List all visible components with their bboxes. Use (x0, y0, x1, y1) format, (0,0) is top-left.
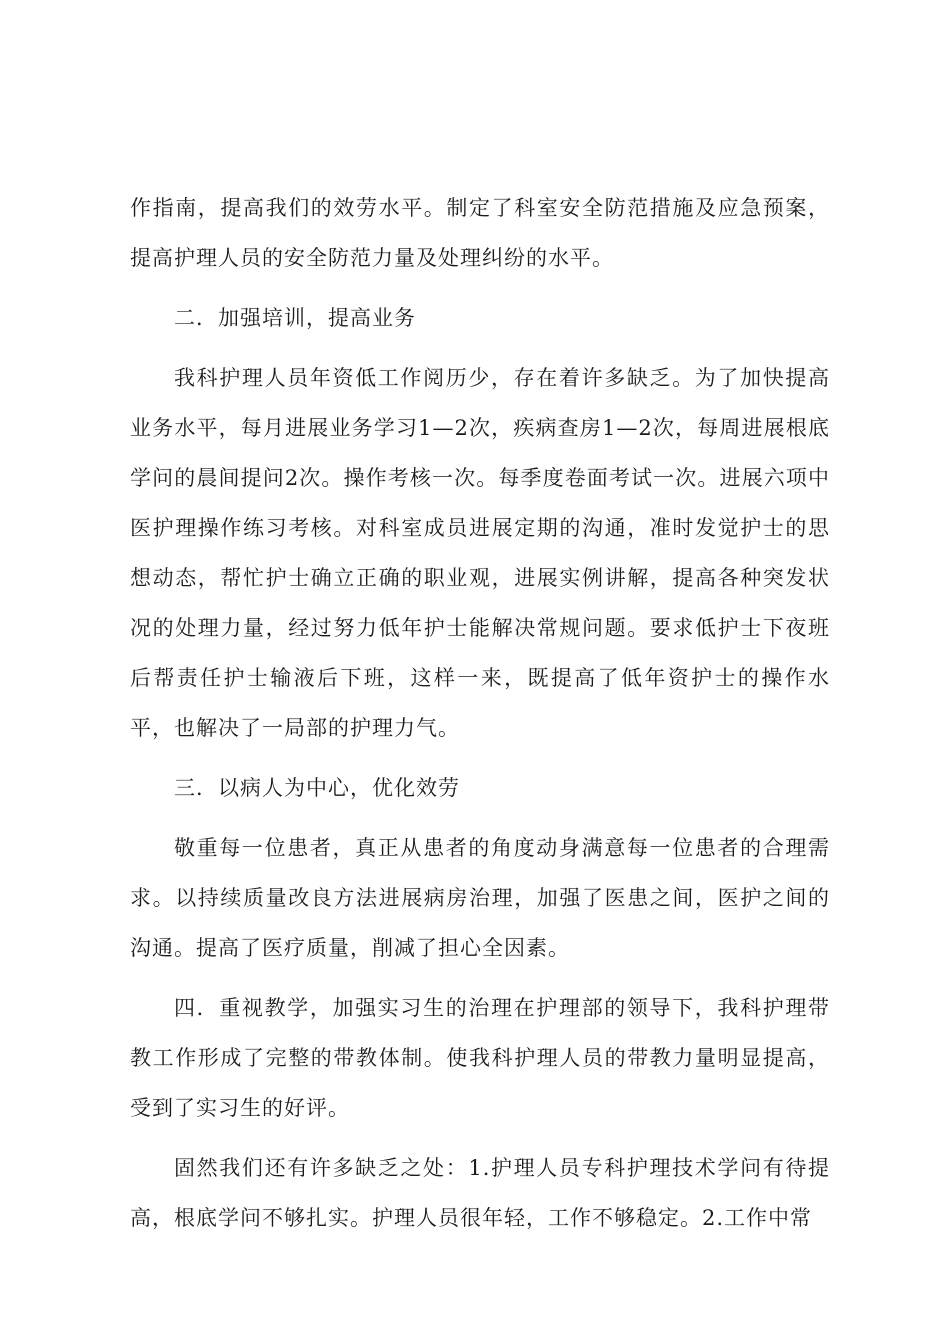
paragraph-teaching: 四．重视教学，加强实习生的治理在护理部的领导下，我科护理带教工作形成了完整的带教体制。使我科护理人员的带教力量明显提高，受到了实习生的好评。 (130, 996, 830, 1120)
paragraph-continued: 作指南，提高我们的效劳水平。制定了科室安全防范措施及应急预案，提高护理人员的安全防范力量及处理纠纷的水平。 (130, 196, 830, 270)
paragraph-training: 我科护理人员年资低工作阅历少，存在着许多缺乏。为了加快提高业务水平，每月进展业务学习1—2次，疾病查房1—2次，每周进展根底学问的晨间提问2次。操作考核一次。每季度卷面考试一次。进展六项中医护理操作练习考核。对科室成员进展定期的沟通，准时发觉护士的思想动态，帮忙护士确立正确的职业观，进展实例讲解，提高各种突发状况的处理力量，经过努力低年护士能解决常规问题。要求低护士下夜班后帮责任护士输液后下班，这样一来，既提高了低年资护士的操作水平，也解决了一局部的护理力气。 (130, 366, 830, 740)
paragraph-shortcomings: 固然我们还有许多缺乏之处：1.护理人员专科护理技术学问有待提高，根底学问不够扎实。护理人员很年轻，工作不够稳定。2.工作中常 (130, 1156, 830, 1230)
paragraph-patient-centered: 敬重每一位患者，真正从患者的角度动身满意每一位患者的合理需求。以持续质量改良方法进展病房治理，加强了医患之间，医护之间的沟通。提高了医疗质量，削减了担心全因素。 (130, 836, 830, 960)
section-heading-3: 三．以病人为中心，优化效劳 (174, 776, 460, 800)
section-heading-2: 二．加强培训，提高业务 (174, 306, 416, 330)
document-body (130, 183, 830, 1243)
